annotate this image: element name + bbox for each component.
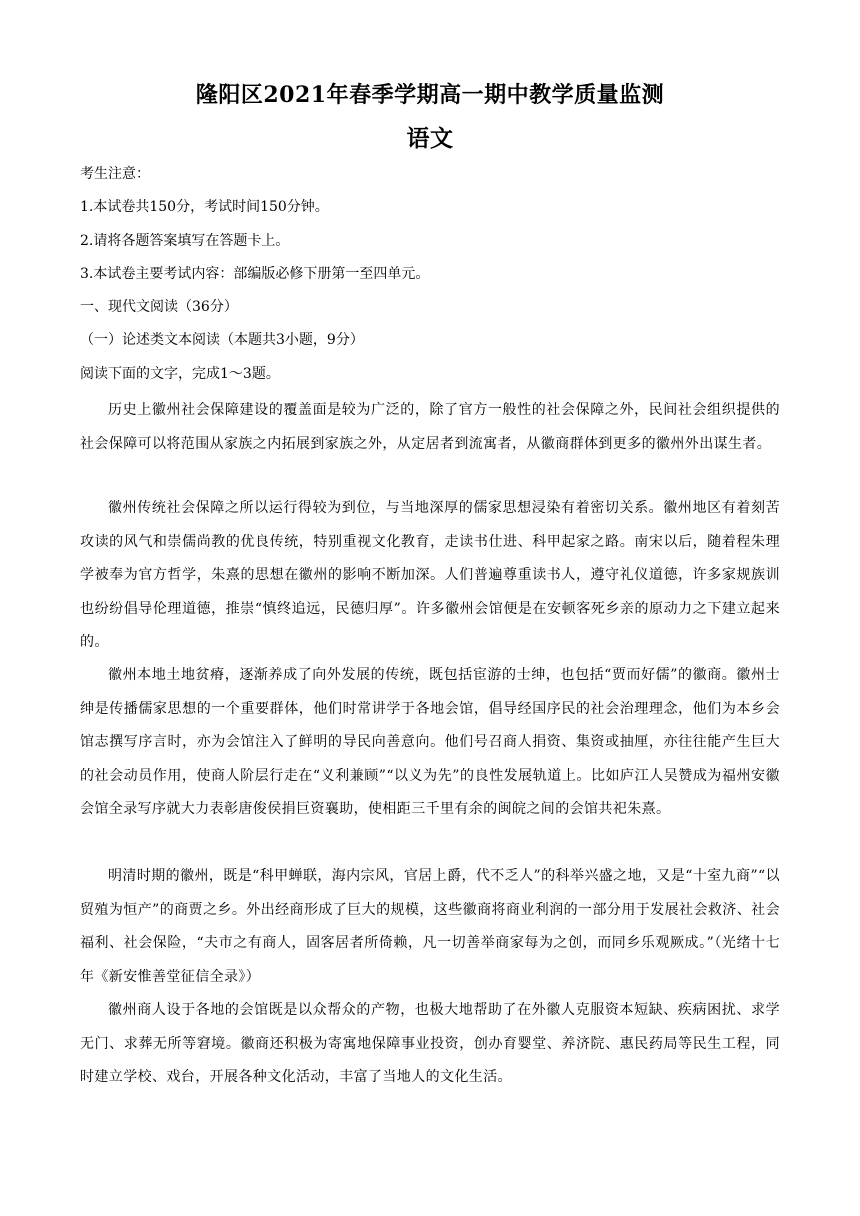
section-heading: 一、现代文阅读（36分）: [80, 299, 238, 315]
passage-paragraph: 明清时期的徽州，既是“科甲蝉联，海内宗风，官居上爵，代不乏人”的科举兴盛之地，又是“十室九商”“以贸殖为恒产”的商贾之乡。外出经商形成了巨大的规模，这些徽商将商业利润的一部分用于发展社会救济、社会福利、社会保险，“夫市之有商人，固客居者所倚赖，凡一切善举商家每为之创，而同乡乐观厥成。”（光绪十七年《新安惟善堂征信全录》）: [80, 868, 780, 985]
passage-paragraph: 历史上徽州社会保障建设的覆盖面是较为广泛的，除了官方一般性的社会保障之外，民间社会组织提供的社会保障可以将范围从家族之内拓展到家族之外，从定居者到流寓者，从徽商群体到更多的徽州外出谋生者。: [80, 402, 780, 452]
subject-title: 语文: [406, 125, 454, 152]
notice-item: 3.本试卷主要考试内容：部编版必修下册第一至四单元。: [80, 266, 430, 282]
notice-item: 1.本试卷共150分，考试时间150分钟。: [80, 199, 329, 215]
passage-paragraph: 徽州本地土地贫瘠，逐渐养成了向外发展的传统，既包括宦游的士绅，也包括“贾而好儒”的徽商。徽州士绅是传播儒家思想的一个重要群体，他们时常讲学于各地会馆，倡导经国序民的社会治理理念，他们为本乡会馆志撰写序言时，亦为会馆注入了鲜明的导民向善意向。他们号召商人捐资、集资或抽厘，亦往往能产生巨大的社会动员作用，使商人阶层行走在“义利兼顾”“以义为先”的良性发展轨道上。比如庐江人吴赞成为福州安徽会馆全录写序就大力表彰唐俊侯捐巨资襄助，使相距三千里有余的闽皖之间的会馆共祀朱熹。: [80, 667, 780, 817]
passage-paragraph: 徽州商人设于各地的会馆既是以众帮众的产物，也极大地帮助了在外徽人克服资本短缺、疾病困扰、求学无门、求葬无所等窘境。徽商还积极为寄寓地保障事业投资，创办育婴堂、养济院、惠民药局等民生工程，同时建立学校、戏台，开展各种文化活动，丰富了当地人的文化生活。: [80, 1002, 780, 1085]
notice-item: 2.请将各题答案填写在答题卡上。: [80, 233, 290, 249]
reading-instruction: 阅读下面的文字，完成1～3题。: [80, 366, 280, 382]
notice-heading: 考生注意：: [80, 166, 150, 182]
section-subheading: （一）论述类文本阅读（本题共3小题，9分）: [80, 332, 364, 348]
exam-title: 隆阳区2021年春季学期高一期中教学质量监测: [195, 82, 665, 108]
passage-paragraph: 徽州传统社会保障之所以运行得较为到位，与当地深厚的儒家思想浸染有着密切关系。徽州地区有着刻苦攻读的风气和崇儒尚教的优良传统，特别重视文化教育，走读书仕进、科甲起家之路。南宋以后，随着程朱理学被奉为官方哲学，朱熹的思想在徽州的影响不断加深。人们普遍尊重读书人，遵守礼仪道德，许多家规族训也纷纷倡导伦理道德，推崇“慎终追远，民德归厚”。许多徽州会馆便是在安顿客死乡亲的原动力之下建立起来的。: [80, 500, 780, 650]
